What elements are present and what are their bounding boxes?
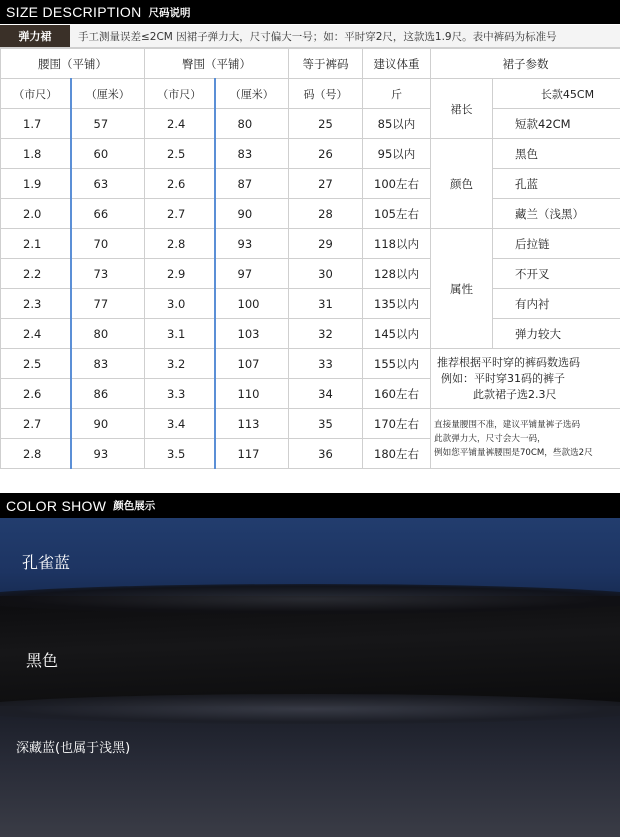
fabric-fold xyxy=(0,694,620,724)
table-row: 2.3 77 3.0 100 31 135以内 有内衬 xyxy=(1,289,620,319)
product-tag: 弹力裙 xyxy=(0,25,70,47)
fabric-fold xyxy=(0,584,620,614)
size-header-cn: 尺码说明 xyxy=(148,6,191,19)
size-recommendation: 推荐根据平时穿的裤码数选码 例如：平时穿31码的裤子 此款裙子选2.3尺 xyxy=(431,349,620,409)
param-attr-value: 后拉链 xyxy=(493,229,620,259)
table-header-row xyxy=(1,49,620,79)
table-row: 2.0 66 2.7 90 28 105左右 藏兰（浅黑） xyxy=(1,199,620,229)
unit-chi: （市尺） xyxy=(145,79,215,109)
unit-size: 码（号） xyxy=(289,79,363,109)
param-length-value: 短款42CM xyxy=(493,109,620,139)
color-show-header xyxy=(0,493,620,518)
param-length-value: 长款45CM xyxy=(493,79,620,109)
table-subheader-row xyxy=(1,79,620,109)
param-attr-value: 有内衬 xyxy=(493,289,620,319)
size-description-header xyxy=(0,0,620,24)
param-color-value: 藏兰（浅黑） xyxy=(493,199,620,229)
size-header-en: SIZE DESCRIPTION xyxy=(6,4,142,20)
unit-cm: （厘米） xyxy=(71,79,145,109)
table-row: 2.8 93 3.5 117 36 180左右 xyxy=(1,439,620,469)
param-color-value: 黑色 xyxy=(493,139,620,169)
swatch-label: 黑色 xyxy=(26,651,59,670)
table-row: 1.9 63 2.6 87 27 100左右 孔蓝 xyxy=(1,169,620,199)
hip-header: 臀围（平铺） xyxy=(145,49,289,79)
table-row: 1.7 57 2.4 80 25 85以内 短款42CM xyxy=(1,109,620,139)
table-row: 1.8 60 2.5 83 26 95以内 颜色 黑色 xyxy=(1,139,620,169)
swatch-dark-navy xyxy=(0,706,620,837)
param-attr-value: 不开叉 xyxy=(493,259,620,289)
table-row: 2.4 80 3.1 103 32 145以内 弹力较大 xyxy=(1,319,620,349)
swatch-label: 孔雀蓝 xyxy=(22,553,71,572)
param-attr-label: 属性 xyxy=(431,229,493,349)
measurement-note xyxy=(0,25,620,48)
measurement-advice: 直接量腰围不准，建议平铺量裤子选码 此款弹力大，尺寸会大一码， 例如您平铺量裤腰围是70CM，些款选2尺 xyxy=(431,409,620,469)
skirt-params-header: 裙子参数 xyxy=(431,49,620,79)
color-header-en: COLOR SHOW xyxy=(6,497,107,514)
table-row: 2.2 73 2.9 97 30 128以内 不开叉 xyxy=(1,259,620,289)
table-row: 2.1 70 2.8 93 29 118以内 属性 后拉链 xyxy=(1,229,620,259)
param-color-value: 孔蓝 xyxy=(493,169,620,199)
pants-size-header: 等于裤码 xyxy=(289,49,363,79)
unit-cm: （厘米） xyxy=(215,79,289,109)
color-swatches xyxy=(0,518,620,837)
swatch-label: 深藏蓝(也属于浅黑) xyxy=(16,741,131,756)
table-row: 2.6 86 3.3 110 34 160左右 xyxy=(1,379,620,409)
color-header-cn: 颜色展示 xyxy=(113,500,156,512)
table-row: 2.7 90 3.4 113 35 170左右 直接量腰围不准，建议平铺量裤子选码 此款弹力大，尺寸会大一码， 例如您平铺量裤腰围是70CM，些款选2尺 xyxy=(1,409,620,439)
size-table xyxy=(0,48,620,469)
param-attr-value: 弹力较大 xyxy=(493,319,620,349)
unit-chi: （市尺） xyxy=(1,79,71,109)
unit-jin: 斤 xyxy=(363,79,431,109)
weight-header: 建议体重 xyxy=(363,49,431,79)
param-length-label: 裙长 xyxy=(431,79,493,139)
param-color-label: 颜色 xyxy=(431,139,493,229)
note-text: 手工测量误差≤2CM 因裙子弹力大，尺寸偏大一号；如：平时穿2尺，这款选1.9尺。表中裤码为标准号 xyxy=(78,30,557,43)
waist-header: 腰围（平铺） xyxy=(1,49,145,79)
table-row: 2.5 83 3.2 107 33 155以内 推荐根据平时穿的裤码数选码 例如：平时穿31码的裤子 此款裙子选2.3尺 xyxy=(1,349,620,379)
